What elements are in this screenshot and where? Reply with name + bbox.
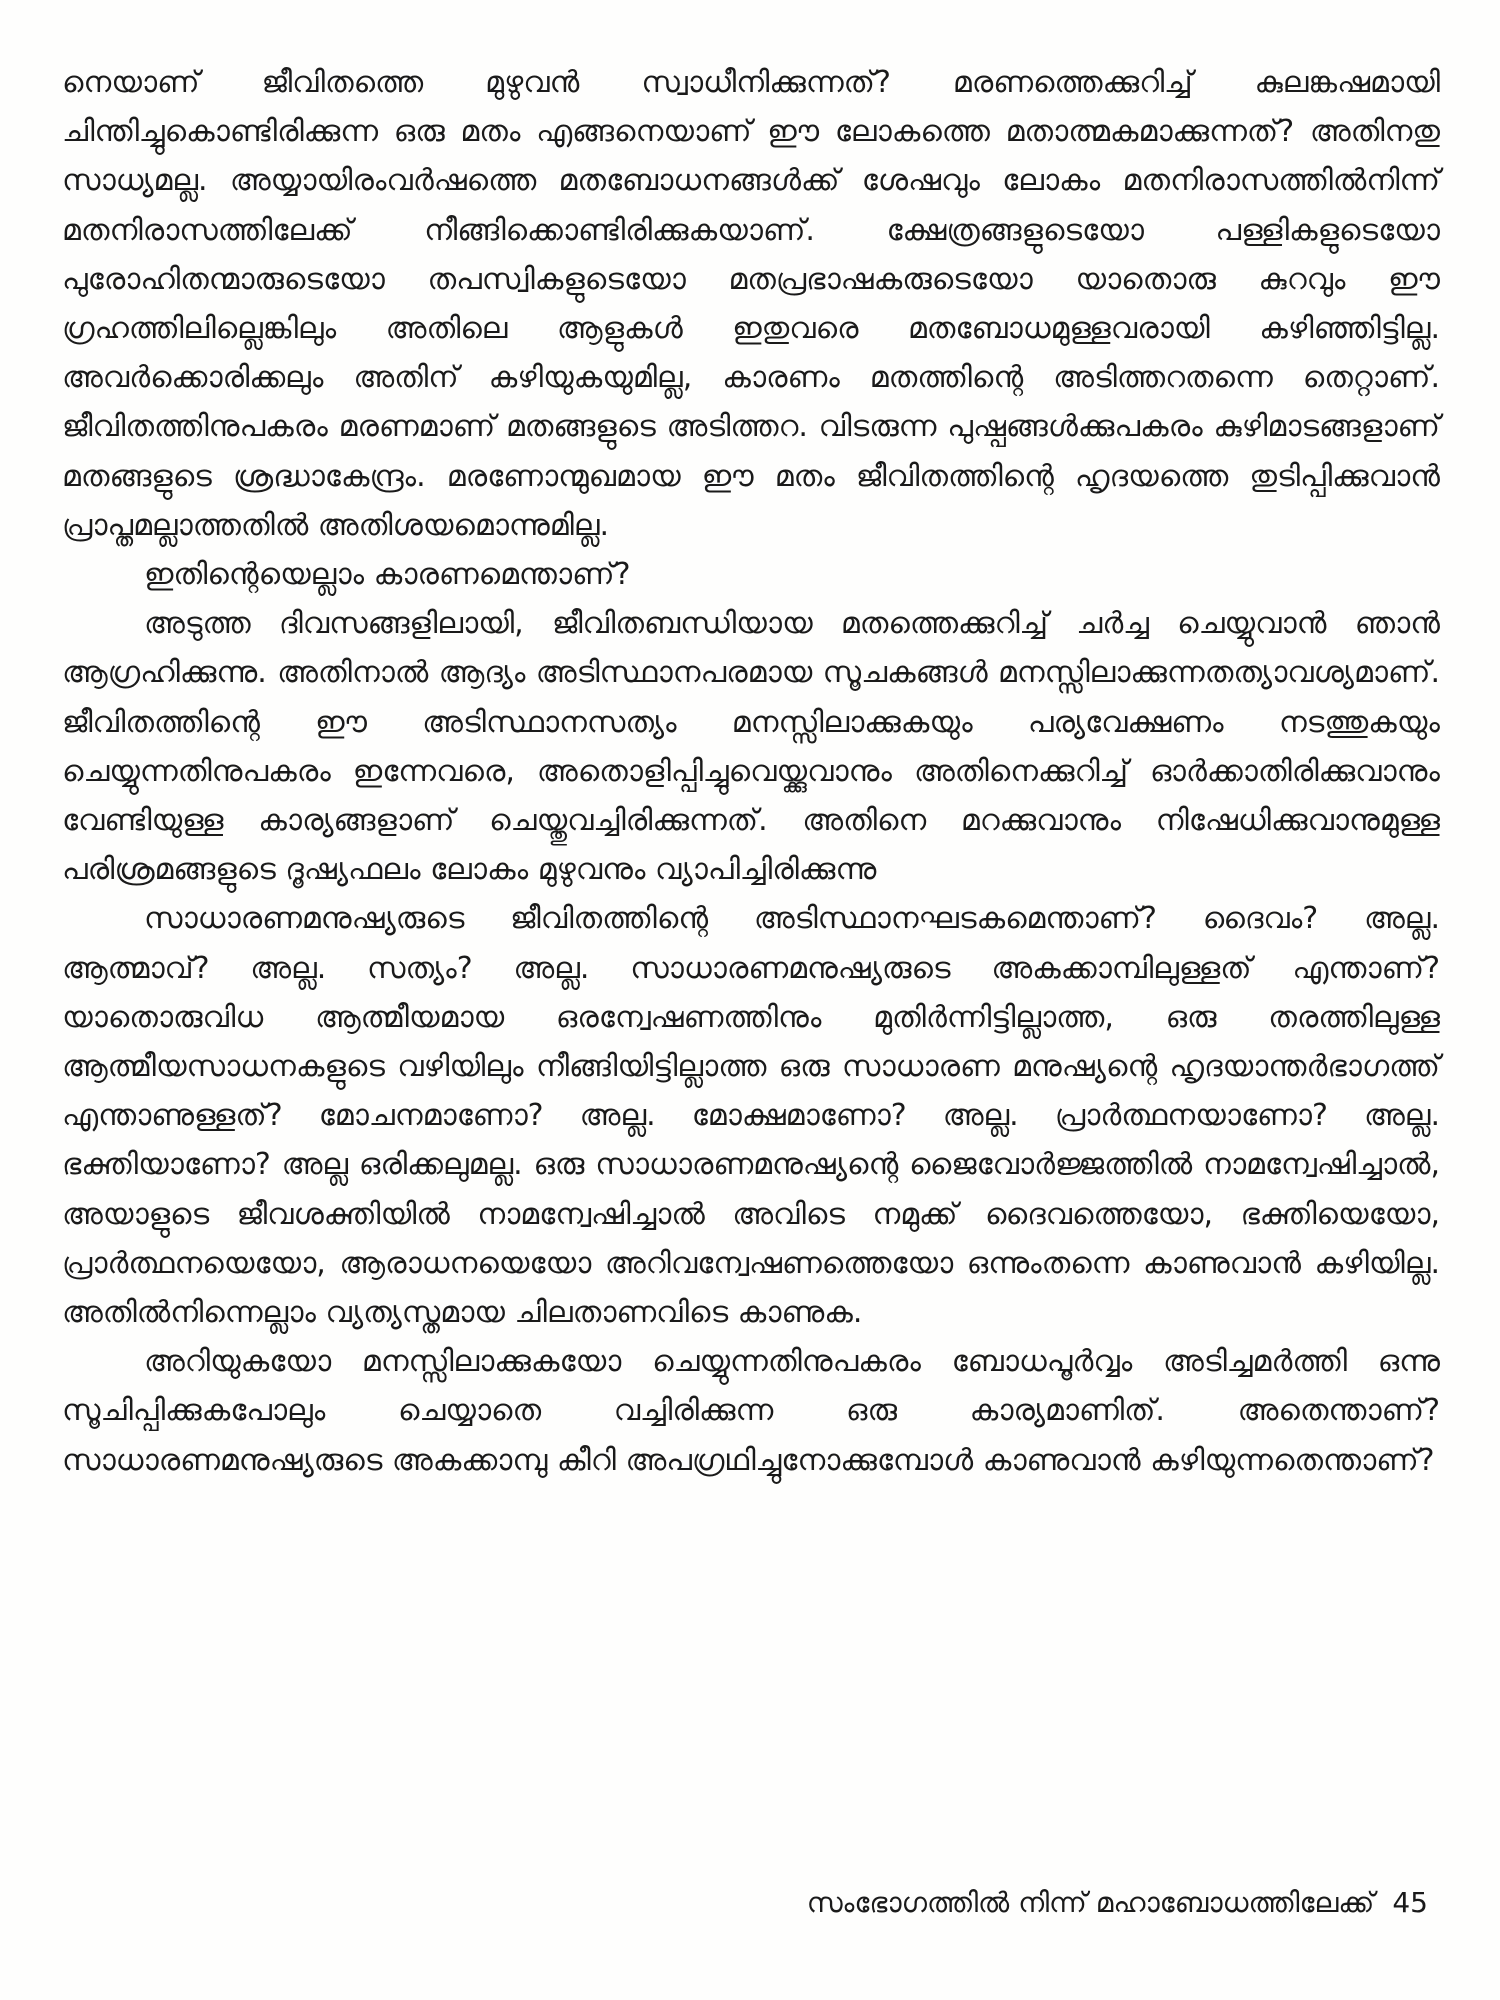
paragraph-3: അടുത്ത ദിവസങ്ങളിലായി, ജീവിതബന്ധിയായ മതത്തെക്കുറിച്ച് ചർച്ച ചെയ്യുവാൻ ഞാൻ ആഗ്രഹിക്കുന്നു. അതിനാൽ ആദ്യം അടിസ്ഥാനപരമായ സൂചകങ്ങൾ മനസ്സിലാക്കുന്നതത്യാവശ്യമാണ്. ജീവിതത്തിന്റെ ഈ അടിസ്ഥാനസത്യം മനസ്സിലാക്കുകയും പര്യവേക്ഷണം നടത്തുകയും ചെയ്യുന്നതിനുപകരം ഇന്നേവരെ, അതൊളിപ്പിച്ചുവെയ്ക്കുവാനും അതിനെക്കുറിച്ച് ഓർക്കാതിരിക്കുവാനും വേണ്ടിയുള്ള കാര്യങ്ങളാണ് ചെയ്തുവച്ചിരിക്കുന്നത്. അതിനെ മറക്കുവാനും നിഷേധിക്കുവാനുമുള്ള പരിശ്രമങ്ങളുടെ ദൂഷ്യഫലം ലോകം മുഴുവനും വ്യാപിച്ചിരിക്കുന്നു: [62, 606, 1440, 888]
paragraph-2: ഇതിന്റെയെല്ലാം കാരണമെന്താണ്?: [144, 557, 631, 593]
running-title: സംഭോഗത്തിൽ നിന്ന് മഹാബോധത്തിലേക്ക്: [806, 1886, 1375, 1919]
page-body-text: [62, 58, 1440, 1485]
paragraph-5: അറിയുകയോ മനസ്സിലാക്കുകയോ ചെയ്യുന്നതിനുപകരം ബോധപൂർവ്വം അടിച്ചമർത്തി ഒന്നു സൂചിപ്പിക്കുകപോലും ചെയ്യാതെ വച്ചിരിക്കുന്ന ഒരു കാര്യമാണിത്. അതെന്താണ്? സാധാരണമനുഷ്യരുടെ അകക്കാമ്പു കീറി അപഗ്രഥിച്ചുനോക്കുമ്പോൾ കാണുവാൻ കഴിയുന്നതെന്താണ്?: [62, 1344, 1440, 1478]
page-number: 45: [1392, 1886, 1428, 1919]
paragraph-1: നെയാണ് ജീവിതത്തെ മുഴുവൻ സ്വാധീനിക്കുന്നത്? മരണത്തെക്കുറിച്ച് കുലങ്കഷമായി ചിന്തിച്ചുകൊണ്ടിരിക്കുന്ന ഒരു മതം എങ്ങനെയാണ് ഈ ലോകത്തെ മതാത്മകമാക്കുന്നത്? അതിനതു സാധ്യമല്ല. അയ്യായിരംവർഷത്തെ മതബോധനങ്ങൾക്ക് ശേഷവും ലോകം മതനിരാസത്തിൽനിന്ന് മതനിരാസത്തിലേക്ക് നീങ്ങിക്കൊണ്ടിരിക്കുകയാണ്. ക്ഷേത്രങ്ങളുടെയോ പള്ളികളുടെയോ പുരോഹിതന്മാരുടെയോ തപസ്വികളുടെയോ മതപ്രഭാഷകരുടെയോ യാതൊരു കുറവും ഈ ഗ്രഹത്തിലില്ലെങ്കിലും അതിലെ ആളുകൾ ഇതുവരെ മതബോധമുള്ളവരായി കഴിഞ്ഞിട്ടില്ല. അവർക്കൊരിക്കലും അതിന് കഴിയുകയുമില്ല, കാരണം മതത്തിന്റെ അടിത്തറതന്നെ തെറ്റാണ്. ജീവിതത്തിനുപകരം മരണമാണ് മതങ്ങളുടെ അടിത്തറ. വിടരുന്ന പുഷ്പങ്ങൾക്കുപകരം കുഴിമാടങ്ങളാണ് മതങ്ങളുടെ ശ്രദ്ധാകേന്ദ്രം. മരണോന്മുഖമായ ഈ മതം ജീവിതത്തിന്റെ ഹൃദയത്തെ തുടിപ്പിക്കുവാൻ പ്രാപ്തമല്ലാത്തതിൽ അതിശയമൊന്നുമില്ല.: [62, 65, 1440, 543]
page-footer: [807, 1886, 1428, 1920]
paragraph-4: സാധാരണമനുഷ്യരുടെ ജീവിതത്തിന്റെ അടിസ്ഥാനഘടകമെന്താണ്? ദൈവം? അല്ല. ആത്മാവ്? അല്ല. സത്യം? അല്ല. സാധാരണമനുഷ്യരുടെ അകക്കാമ്പിലുള്ളത് എന്താണ്? യാതൊരുവിധ ആത്മീയമായ ഒരന്വേഷണത്തിനും മുതിർന്നിട്ടില്ലാത്ത, ഒരു തരത്തിലുള്ള ആത്മീയസാധനകളുടെ വഴിയിലും നീങ്ങിയിട്ടില്ലാത്ത ഒരു സാധാരണ മനുഷ്യന്റെ ഹൃദയാന്തർഭാഗത്ത് എന്താണുള്ളത്? മോചനമാണോ? അല്ല. മോക്ഷമാണോ? അല്ല. പ്രാർത്ഥനയാണോ? അല്ല. ഭക്തിയാണോ? അല്ല ഒരിക്കലുമല്ല. ഒരു സാധാരണമനുഷ്യന്റെ ജൈവോർജ്ജത്തിൽ നാമന്വേഷിച്ചാൽ, അയാളുടെ ജീവശക്തിയിൽ നാമന്വേഷിച്ചാൽ അവിടെ നമുക്ക് ദൈവത്തെയോ, ഭക്തിയെയോ, പ്രാർത്ഥനയെയോ, ആരാധനയെയോ അറിവന്വേഷണത്തെയോ ഒന്നുംതന്നെ കാണുവാൻ കഴിയില്ല. അതിൽനിന്നെല്ലാം വ്യത്യസ്തമായ ചിലതാണവിടെ കാണുക.: [62, 901, 1440, 1331]
